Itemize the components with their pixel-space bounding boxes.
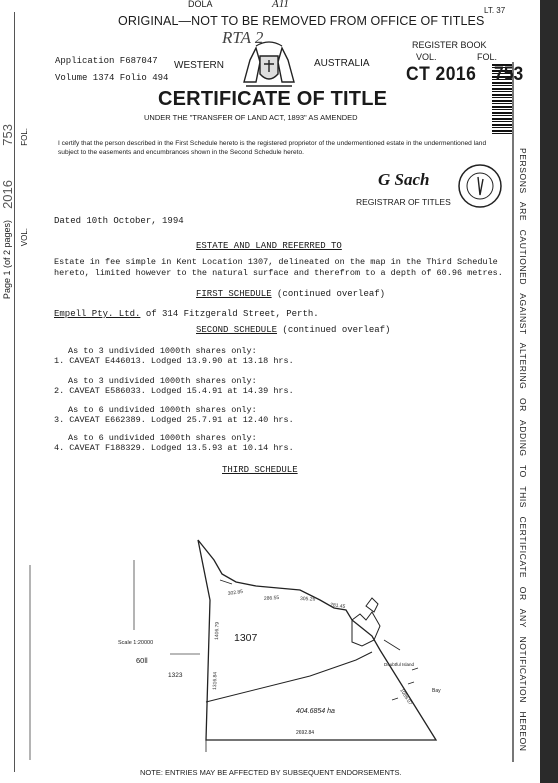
svg-text:286.55: 286.55: [263, 594, 280, 602]
registrar-title: REGISTRAR OF TITLES: [356, 197, 451, 207]
estate-line-1: Estate in fee simple in Kent Location 1307, delineated on the map in the Third Schedule: [54, 257, 498, 267]
fol-label: FOL.: [477, 52, 498, 62]
page-title: CERTIFICATE OF TITLE: [158, 88, 388, 110]
svg-text:1089.07: 1089.07: [398, 687, 413, 707]
date-line: Dated 10th October, 1994: [54, 216, 184, 226]
caveat-1-share: As to 3 undivided 1000th shares only:: [68, 346, 257, 356]
vol-label: VOL.: [416, 52, 437, 62]
second-schedule-suffix: (continued overleaf): [282, 325, 391, 335]
svg-text:281.45: 281.45: [329, 602, 346, 611]
creek-label: Doubtful Island: [384, 662, 415, 667]
bottom-boundary-length: 2692.84: [296, 730, 315, 736]
proprietor-address: of 314 Fitzgerald Street, Perth.: [145, 309, 319, 319]
bay-label: Bay: [432, 688, 441, 694]
volume-folio: Volume 1374 Folio 494: [55, 73, 169, 83]
svg-text:1316.84: 1316.84: [212, 671, 219, 691]
caveat-3: 3. CAVEAT E662389. Lodged 25.7.91 at 12.40 hrs.: [54, 415, 294, 425]
estate-heading: ESTATE AND LAND REFERRED TO: [196, 241, 342, 251]
caveat-2-share: As to 3 undivided 1000th shares only:: [68, 376, 257, 386]
svg-text:305.26: 305.26: [299, 596, 316, 603]
caveat-1: 1. CAVEAT E446013. Lodged 13.9.90 at 13.18 hrs.: [54, 356, 294, 366]
caveat-4-share: As to 6 undivided 1000th shares only:: [68, 433, 257, 443]
folio-number: 753: [494, 64, 524, 85]
side-vol-number: 2016: [0, 180, 15, 209]
caveat-3-share: As to 6 undivided 1000th shares only:: [68, 405, 257, 415]
register-book-label: REGISTER BOOK: [412, 40, 487, 50]
side-fol-number: 753: [0, 124, 15, 146]
lot-number: 1307: [234, 632, 258, 644]
application-number: Application F687047: [55, 56, 158, 66]
side-vol-label: VOL.: [20, 228, 29, 247]
state-western: WESTERN: [174, 60, 224, 71]
footer-note: NOTE: ENTRIES MAY BE AFFECTED BY SUBSEQUENT ENDORSEMENTS.: [140, 768, 402, 777]
north-mark: 60ll: [136, 656, 148, 665]
caution-notice: PERSONS ARE CAUTIONED AGAINST ALTERING OR ADDING TO THIS CERTIFICATE OR ANY NOTIFICATION HEREON: [518, 148, 528, 752]
page-indicator: Page 1 (of 2 pages): [2, 220, 12, 300]
third-schedule-heading: THIRD SCHEDULE: [222, 465, 298, 475]
caveat-4: 4. CAVEAT F188329. Lodged 13.5.93 at 10.14 hrs.: [54, 443, 294, 453]
map-scale: Scale 1:20000: [118, 640, 154, 646]
caveat-2: 2. CAVEAT E586033. Lodged 15.4.91 at 14.39 hrs.: [54, 386, 294, 396]
first-schedule-suffix: (continued overleaf): [277, 289, 386, 299]
first-schedule-title: FIRST SCHEDULE: [196, 289, 272, 299]
state-australia: AUSTRALIA: [314, 58, 370, 69]
svg-text:302.85: 302.85: [227, 588, 244, 597]
original-notice: ORIGINAL—NOT TO BE REMOVED FROM OFFICE OF TITLES: [118, 14, 485, 28]
estate-line-2: hereto, limited however to the natural surface and therefrom to a depth of 60.96 metres.: [54, 268, 503, 278]
lot-area: 404.6854 ha: [296, 708, 335, 715]
handwritten-top: A11: [272, 0, 289, 10]
certify-statement: I certify that the person described in the First Schedule hereto is the registered proprietor of the undermentioned estate in the undermentioned land subject to the easements and encumbrances shown in the Second Schedule hereto.: [58, 140, 487, 156]
second-schedule-title: SECOND SCHEDULE: [196, 325, 278, 335]
registrar-signature: G Sach: [378, 170, 430, 189]
side-fol-label: FOL.: [20, 128, 29, 146]
page-subtitle: UNDER THE "TRANSFER OF LAND ACT, 1893" AS AMENDED: [144, 113, 358, 122]
handwritten-mark: RTA 2: [222, 28, 264, 47]
dola-stamp: DOLA: [188, 0, 213, 9]
form-code: LT. 37: [484, 6, 506, 15]
svg-text:1406.79: 1406.79: [214, 621, 221, 641]
ct-number: CT 2016: [406, 64, 477, 85]
adjacent-lot: 1323: [168, 672, 183, 679]
proprietor-name: Empell Pty. Ltd.: [54, 309, 141, 319]
